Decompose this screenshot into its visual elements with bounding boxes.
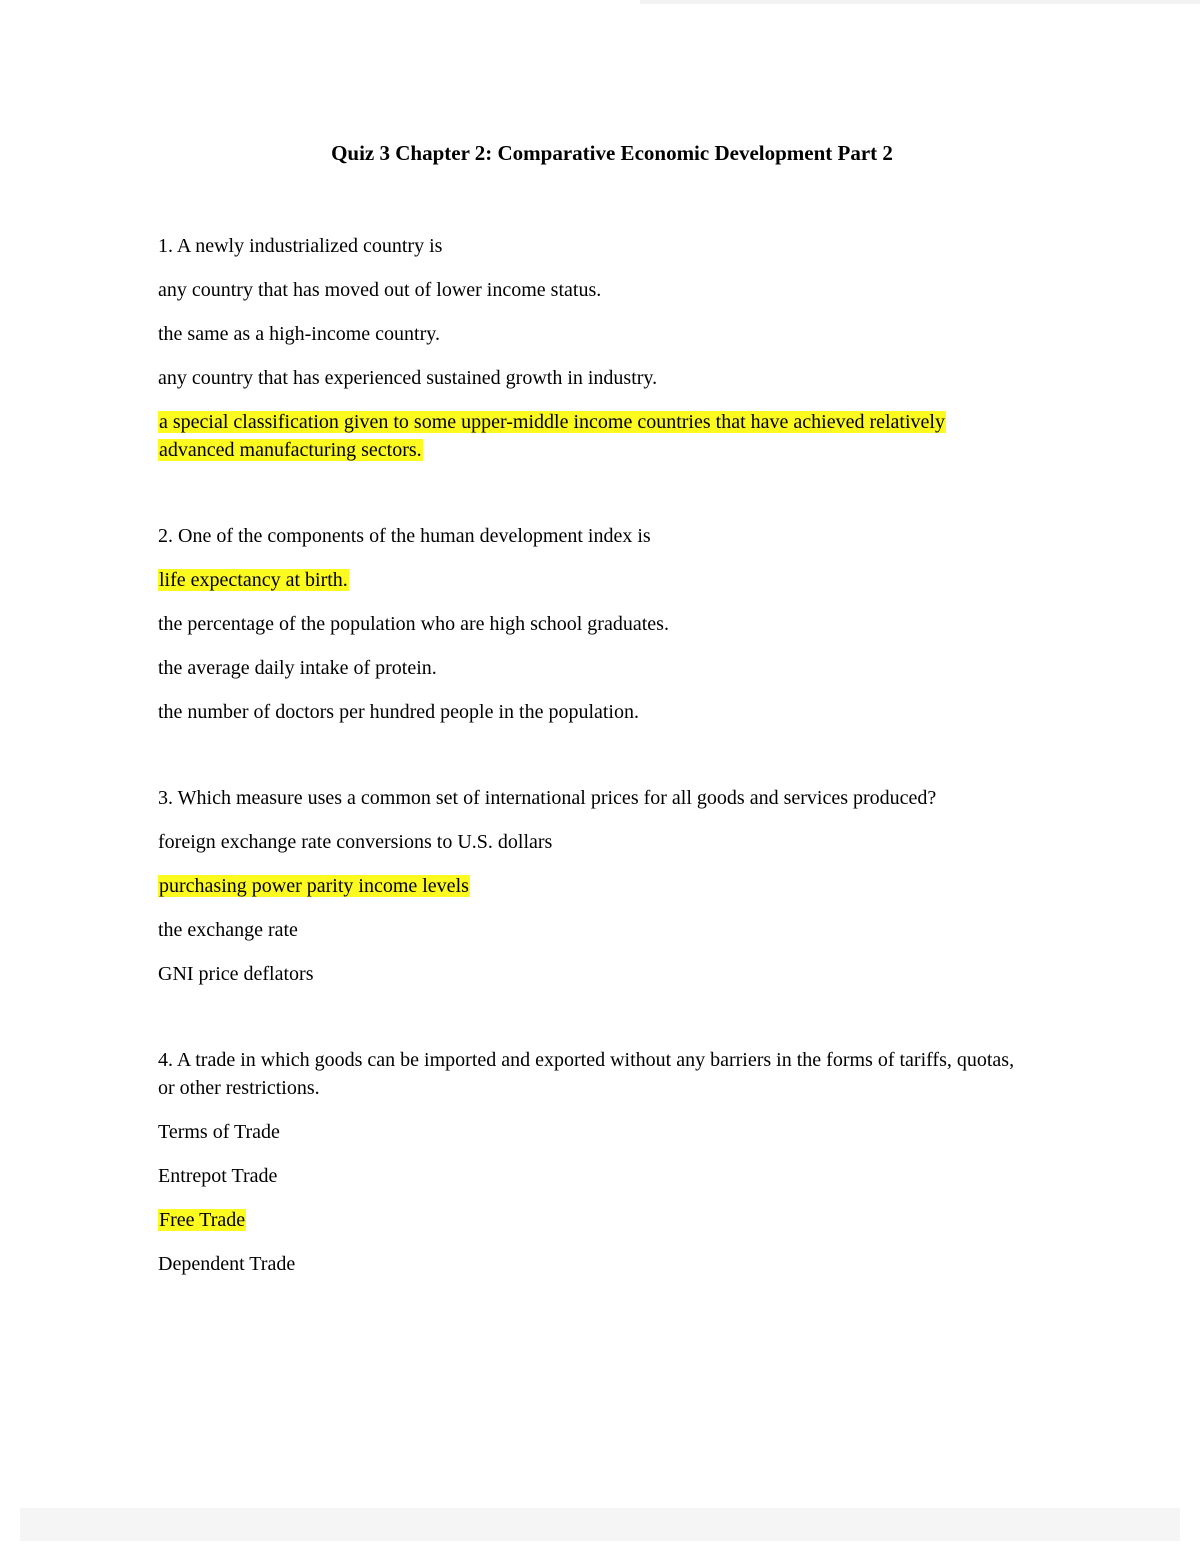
- answer-option: foreign exchange rate conversions to U.S. dollars: [158, 831, 553, 853]
- document-page: [158, 138, 1058, 1294]
- question-text: 4. A trade in which goods can be imported and exported without any barriers in the forms of tariffs, quotas, or other restrictions.: [158, 1049, 1015, 1099]
- answer-option-highlighted: Free Trade: [159, 1209, 246, 1231]
- question-1: [158, 232, 1058, 464]
- page-top-edge: [640, 0, 1200, 4]
- answer-option: Dependent Trade: [158, 1253, 296, 1275]
- answer-option: the exchange rate: [158, 919, 298, 941]
- answer-option: the same as a high-income country.: [158, 323, 440, 345]
- question-text: 1. A newly industrialized country is: [158, 235, 443, 257]
- question-spacer: [158, 742, 1058, 784]
- answer-option: any country that has experienced sustained growth in industry.: [158, 367, 658, 389]
- document-title: Quiz 3 Chapter 2: Comparative Economic Development Part 2: [331, 141, 893, 165]
- question-2: [158, 522, 1058, 726]
- answer-option: the number of doctors per hundred people in the population.: [158, 701, 639, 723]
- viewer-bottom-bar: [20, 1508, 1180, 1541]
- answer-option: GNI price deflators: [158, 963, 314, 985]
- question-spacer: [158, 480, 1058, 522]
- answer-option: the average daily intake of protein.: [158, 657, 437, 679]
- answer-option-highlighted: purchasing power parity income levels: [159, 875, 469, 897]
- question-text: 3. Which measure uses a common set of international prices for all goods and services produced?: [158, 787, 937, 809]
- answer-option-highlighted: a special classification given to some upper-middle income countries that have achieved relatively advanced manufacturing sectors.: [159, 411, 945, 461]
- answer-option-highlighted: life expectancy at birth.: [159, 569, 348, 591]
- question-3: [158, 784, 1058, 988]
- question-spacer: [158, 1004, 1058, 1046]
- answer-option: Terms of Trade: [158, 1121, 280, 1143]
- answer-option: any country that has moved out of lower income status.: [158, 279, 602, 301]
- question-text: 2. One of the components of the human development index is: [158, 525, 651, 547]
- answer-option: the percentage of the population who are high school graduates.: [158, 613, 669, 635]
- answer-option: Entrepot Trade: [158, 1165, 278, 1187]
- question-4: [158, 1046, 1058, 1278]
